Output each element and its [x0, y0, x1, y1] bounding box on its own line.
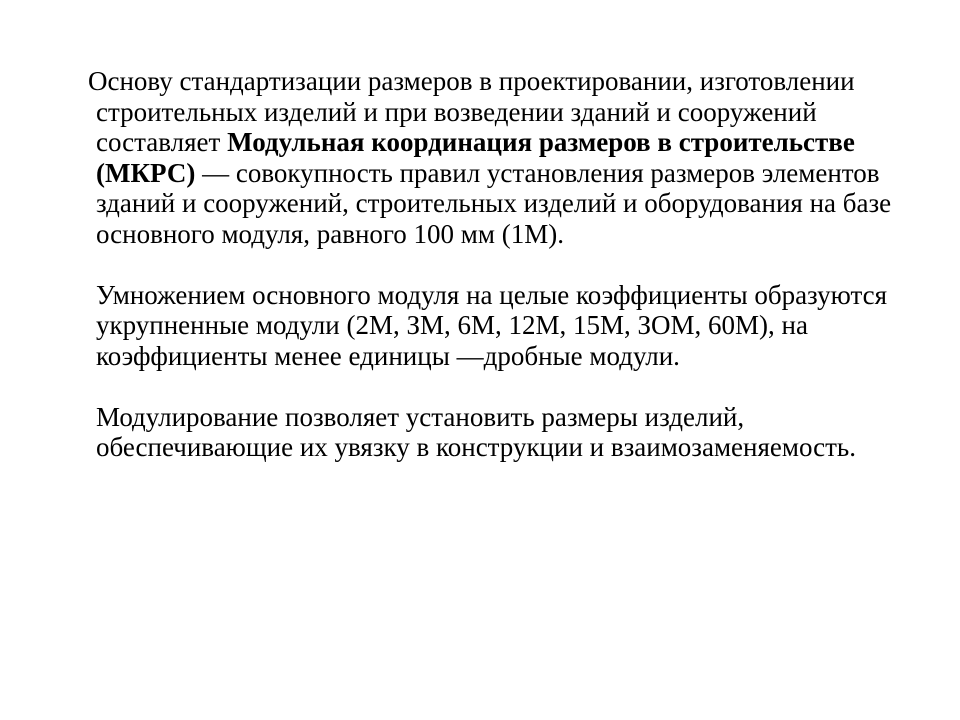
slide-text-body — [88, 66, 896, 463]
paragraph-1-lead-text: Основу стандартизации размеров в проектировании, изготовлении строительных изделий и при возведении зданий и сооружений составляет — [88, 66, 855, 157]
mkrs-term: Модульная координация размеров в строительстве (МКРС) — [96, 127, 855, 188]
paragraph-modulation: Модулирование позволяет установить размеры изделий, обеспечивающие их увязку в конструкции и взаимозаменяемость. — [96, 401, 856, 462]
paragraph-enlarged-modules: Умножением основного модуля на целые коэффициенты образуются укрупненные модули (2М, ЗМ, 6М, 12М, 15М, ЗОМ, 60М), на коэффициенты менее единицы —дробные модули. — [96, 279, 888, 371]
paragraph-mkrs-definition — [88, 66, 896, 249]
paragraph-1-tail-text: — совокупность правил установления размеров элементов зданий и сооружений, строительных изделий и оборудования на базе основного модуля, равного 100 мм (1М). — [96, 157, 892, 249]
